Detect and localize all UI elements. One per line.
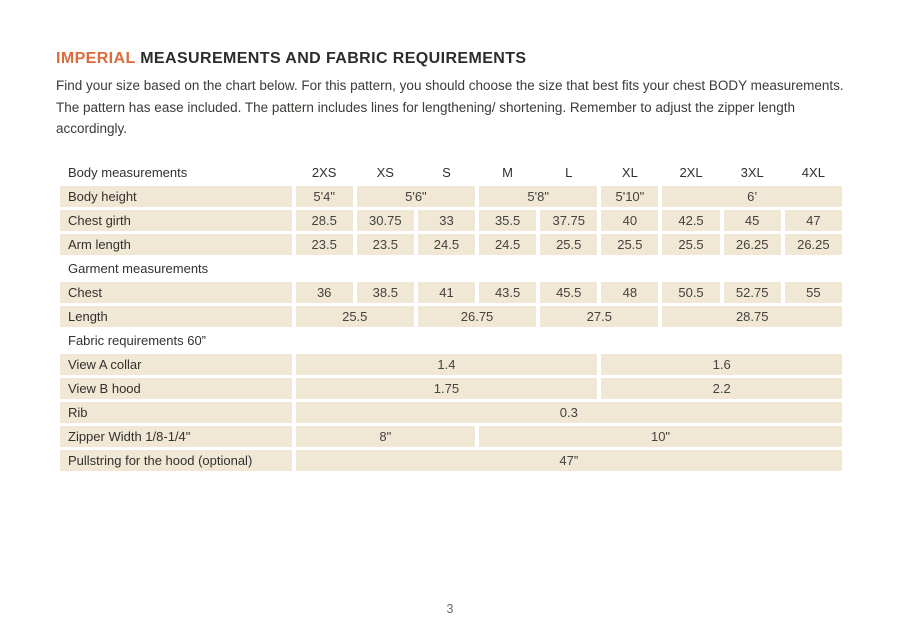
value-cell: 45 xyxy=(724,210,781,231)
table-row xyxy=(60,378,842,399)
value-cell: 5'10" xyxy=(601,186,658,207)
value-cell: 24.5 xyxy=(418,234,475,255)
row-label: Length xyxy=(60,306,292,327)
value-cell: 25.5 xyxy=(540,234,597,255)
intro-paragraph: Find your size based on the chart below. For this pattern, you should choose the size that best fits your chest BODY measurements. The pattern has ease included. The pattern includes lines for lengthening/ shortening. Remember to adjust the zipper length accordingly. xyxy=(56,78,844,136)
col-header-size-m: M xyxy=(502,164,514,180)
page-title-rest: MEASUREMENTS AND FABRIC REQUIREMENTS xyxy=(135,50,527,67)
value-cell: 40 xyxy=(601,210,658,231)
row-label: Pullstring for the hood (optional) xyxy=(60,450,292,471)
value-cell: 10" xyxy=(479,426,842,447)
value-cell: 45.5 xyxy=(540,282,597,303)
value-cell: 30.75 xyxy=(357,210,414,231)
value-cell: 5'8" xyxy=(479,186,597,207)
row-label: Body height xyxy=(60,186,292,207)
value-cell: 25.5 xyxy=(601,234,658,255)
col-header-size-xl: XL xyxy=(621,164,638,180)
value-cell: 42.5 xyxy=(662,210,719,231)
table-row xyxy=(60,234,842,255)
col-header-size-3xl: 3XL xyxy=(740,164,764,180)
value-cell: 25.5 xyxy=(296,306,414,327)
section-row-label: Garment measurements xyxy=(68,260,209,276)
value-cell: 1.75 xyxy=(296,378,598,399)
page-title-highlight: IMPERIAL xyxy=(56,50,136,67)
value-cell: 28.5 xyxy=(296,210,353,231)
row-label: Chest xyxy=(60,282,292,303)
value-cell: 5'4" xyxy=(296,186,353,207)
value-cell: 24.5 xyxy=(479,234,536,255)
value-cell: 36 xyxy=(296,282,353,303)
row-label: Chest girth xyxy=(60,210,292,231)
value-cell: 26.25 xyxy=(785,234,842,255)
col-header-size-2xl: 2XL xyxy=(679,164,703,180)
value-cell: 2.2 xyxy=(601,378,842,399)
size-table-head xyxy=(60,162,842,183)
table-row xyxy=(60,402,842,423)
value-cell: 35.5 xyxy=(479,210,536,231)
row-label: Rib xyxy=(60,402,292,423)
table-row xyxy=(60,306,842,327)
value-cell: 27.5 xyxy=(540,306,658,327)
page-title xyxy=(56,50,846,68)
value-cell: 23.5 xyxy=(357,234,414,255)
value-cell: 38.5 xyxy=(357,282,414,303)
value-cell: 23.5 xyxy=(296,234,353,255)
row-label: Arm length xyxy=(60,234,292,255)
value-cell: 1.4 xyxy=(296,354,598,375)
row-label: Zipper Width 1/8-1/4" xyxy=(60,426,292,447)
table-row xyxy=(60,282,842,303)
size-table-body xyxy=(60,186,842,471)
value-cell: 33 xyxy=(418,210,475,231)
col-header-size-l: L xyxy=(565,164,573,180)
value-cell: 28.75 xyxy=(662,306,842,327)
value-cell: 41 xyxy=(418,282,475,303)
value-cell: 1.6 xyxy=(601,354,842,375)
col-header-size-xs: XS xyxy=(376,164,394,180)
value-cell: 25.5 xyxy=(662,234,719,255)
col-header-body-measurements: Body measurements xyxy=(68,164,188,180)
value-cell: 52.75 xyxy=(724,282,781,303)
section-row xyxy=(60,258,842,279)
value-cell: 48 xyxy=(601,282,658,303)
value-cell: 50.5 xyxy=(662,282,719,303)
table-row xyxy=(60,186,842,207)
value-cell: 26.75 xyxy=(418,306,536,327)
col-header-size-s: S xyxy=(442,164,451,180)
size-table-header-row xyxy=(60,162,842,183)
table-row xyxy=(60,210,842,231)
table-row xyxy=(60,426,842,447)
value-cell: 5'6" xyxy=(357,186,475,207)
value-cell: 8" xyxy=(296,426,475,447)
col-header-size-2xs: 2XS xyxy=(311,164,337,180)
value-cell: 6’ xyxy=(662,186,842,207)
row-label: View A collar xyxy=(60,354,292,375)
value-cell: 55 xyxy=(785,282,842,303)
value-cell: 0.3 xyxy=(296,402,842,423)
size-table xyxy=(56,159,846,474)
value-cell: 26.25 xyxy=(724,234,781,255)
value-cell: 47 xyxy=(785,210,842,231)
section-row-label: Fabric requirements 60” xyxy=(68,332,206,348)
row-label: View B hood xyxy=(60,378,292,399)
table-row xyxy=(60,354,842,375)
page-number: 3 xyxy=(446,602,454,616)
table-row xyxy=(60,450,842,471)
value-cell: 37.75 xyxy=(540,210,597,231)
col-header-size-4xl: 4XL xyxy=(801,164,825,180)
value-cell: 47” xyxy=(296,450,842,471)
value-cell: 43.5 xyxy=(479,282,536,303)
section-row xyxy=(60,330,842,351)
